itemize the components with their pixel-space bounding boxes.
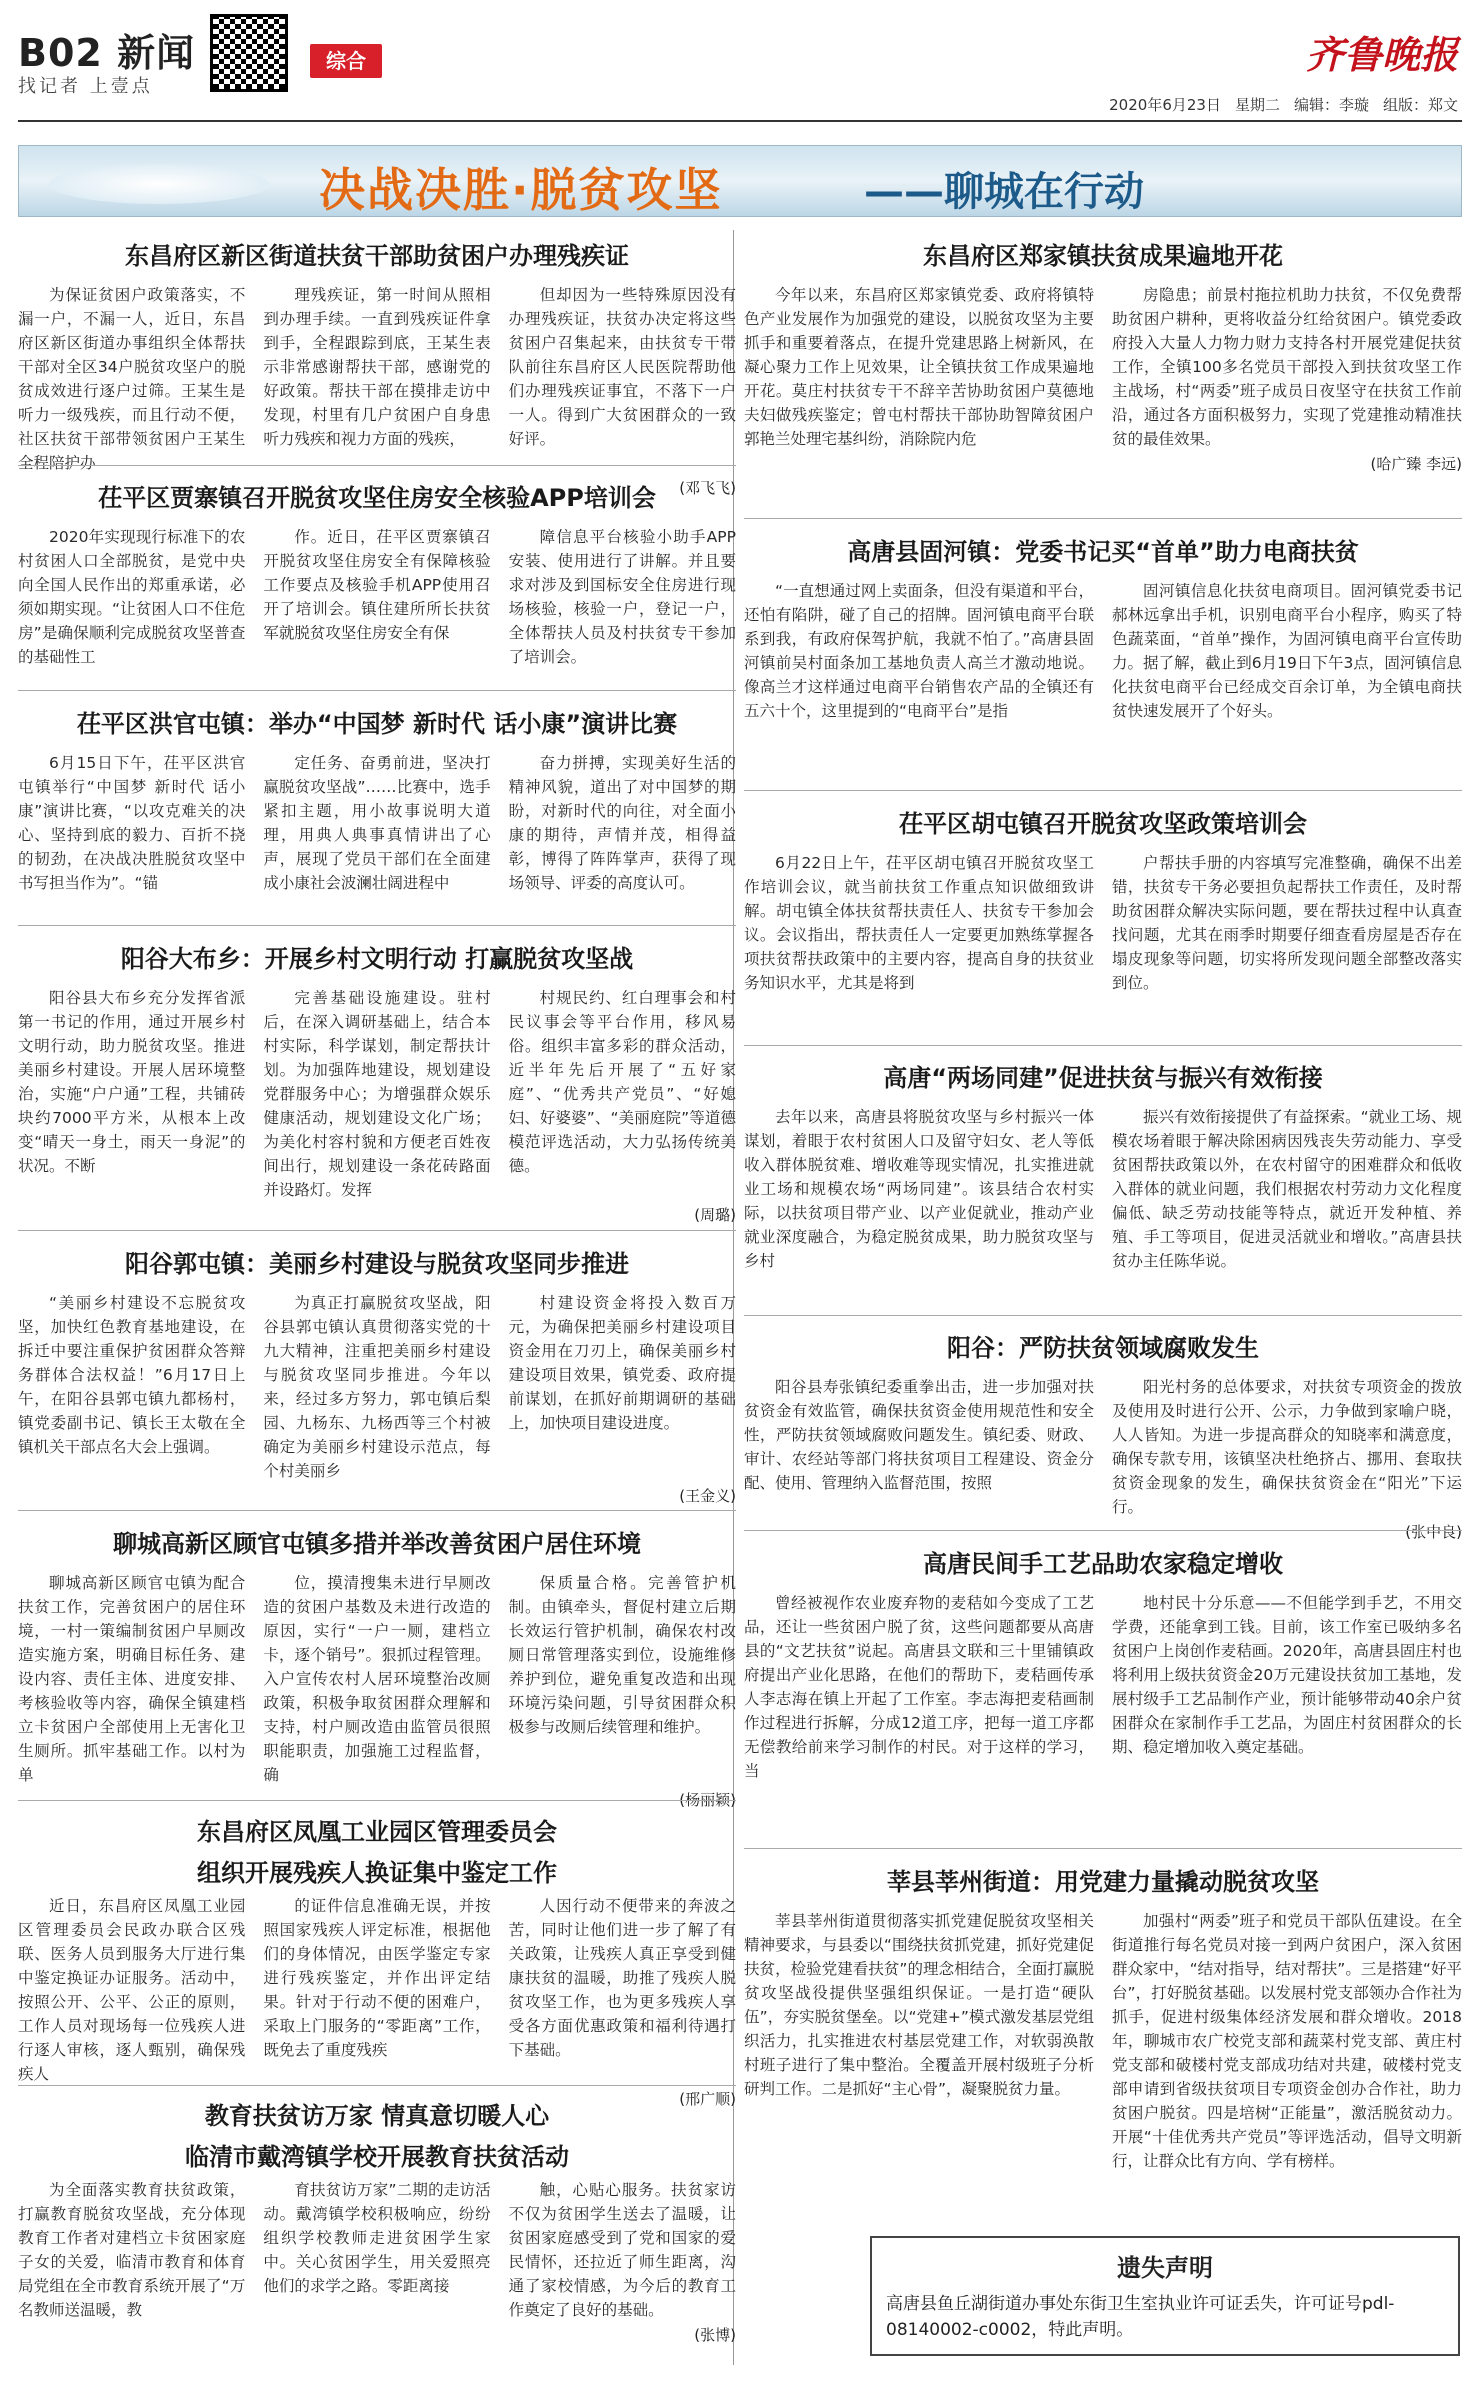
- article-text: 人因行动不便带来的奔波之苦，同时让他们进一步了解了有关政策，让残疾人真正享受到健康扶贫的温暖，助推了残疾人脱贫攻坚工作，也为更多残疾人享受各方面优惠政策和福利待遇打下基础。: [508, 1897, 736, 2059]
- qr-code-icon[interactable]: [210, 14, 288, 92]
- article: [18, 1518, 736, 1810]
- article-title: 阳谷大布乡：开展乡村文明行动 打赢脱贫攻坚战: [120, 945, 634, 973]
- masthead: [0, 0, 1480, 132]
- article-text: 理残疾证，第一时间从照相到办理手续。一直到残疾证件拿到手，全程跟踪到底，王某生表示非常感谢帮扶干部，感谢党的好政策。帮扶干部在摸排走访中发现，村里有几户贫困户自身患听力残疾和视力方面的残疾，: [263, 286, 491, 448]
- article-text: 为全面落实教育扶贫政策，打赢教育脱贫攻坚战，充分体现教育工作者对建档立卡贫困家庭子女的关爱，临清市教育和体育局党组在全市教育系统开展了“万名教师送温暖，教: [18, 2181, 246, 2319]
- article-text: 障信息平台核验小助手APP安装、使用进行了讲解。并且要求对涉及到国标安全住房进行现场核验，核验一户，登记一户，全体帮扶人员及村扶贫专干参加了培训会。: [508, 528, 736, 666]
- editor-credit: 编辑：李璇: [1293, 96, 1369, 114]
- article-title: 茌平区胡屯镇召开脱贫攻坚政策培训会: [899, 810, 1307, 838]
- byline: (邓飞飞): [679, 479, 736, 497]
- byline: (张中良): [1405, 1523, 1462, 1541]
- article-text: 振兴有效衔接提供了有益探索。“就业工场、规模农场着眼于解决除困病因残丧失劳动能力、享受贫困帮扶政策以外，在农村留守的困难群众和低收入群体的就业问题，我们根据农村劳动力文化程度偏低、缺乏劳动技能等特点，就近开发种植、养殖、手工等项目，促进灵活就业和增收。”高唐县扶贫办主任陈华说。: [1112, 1108, 1462, 1270]
- article: [18, 230, 736, 497]
- article-title: 聊城高新区顾官屯镇多措并举改善贫困户居住环境: [113, 1530, 641, 1558]
- issue-date: 2020年6月23日: [1109, 96, 1221, 114]
- article-text: 定任务、奋勇前进，坚决打赢脱贫攻坚战”……比赛中，选手紧扣主题，用小故事说明大道理，用典人典事真情讲出了心声，展现了党员干部们在全面建成小康社会波澜壮阔进程中: [263, 754, 491, 892]
- divider: [18, 1800, 736, 1801]
- article: [18, 472, 736, 669]
- article-text: 阳谷县寿张镇纪委重拳出击，进一步加强对扶贫资金有效监管，确保扶贫资金使用规范性和安全性，严防扶贫领域腐败问题发生。镇纪委、财政、审计、农经站等部门将扶贫项目工程建设、资金分配、使用、管理纳入监督范围，按照: [744, 1378, 1094, 1492]
- article-text: 触，心贴心服务。扶贫家访不仅为贫困学生送去了温暖，让贫困家庭感受到了党和国家的爱民情怀，还拉近了师生距离，沟通了家校情感，为今后的教育工作奠定了良好的基础。: [508, 2181, 736, 2319]
- article-subtitle: 组织开展残疾人换证集中鉴定工作: [197, 1859, 557, 1887]
- article-title: 茌平区洪官屯镇：举办“中国梦 新时代 话小康”演讲比赛: [76, 710, 678, 738]
- article-subtitle: 临清市戴湾镇学校开展教育扶贫活动: [185, 2143, 569, 2171]
- article: [744, 1538, 1462, 1783]
- article-text: 奋力拼搏，实现美好生活的精神风貌，道出了对中国梦的期盼，对新时代的向往，对全面小康的期待，声情并茂，相得益彰，博得了阵阵掌声，获得了现场领导、评委的高度认可。: [508, 754, 736, 892]
- paper-logo: 齐鲁晚报: [1305, 32, 1458, 77]
- article-text: 保质量合格。完善管护机制。由镇牵头，督促村建立后期长效运行管护机制，确保农村改厕日常管理落实到位，设施维修养护到位，避免重复改造和出现环境污染问题，引导贫困群众积极参与改厕后续管理和维护。: [508, 1574, 736, 1736]
- divider: [18, 925, 736, 926]
- category-tag: 综合: [310, 44, 382, 78]
- masthead-rule: [18, 120, 1462, 122]
- article-text: 聊城高新区顾官屯镇为配合扶贫工作，完善贫困户的居住环境，一村一策编制贫困户早厕改造实施方案，明确目标任务、建设内容、责任主体、进度安排、考核验收等内容，确保全镇建档立卡贫困户全部使用上无害化卫生厕所。抓牢基础工作。以村为单: [18, 1574, 246, 1784]
- article-title: 高唐“两场同建”促进扶贫与振兴有效衔接: [883, 1064, 1323, 1092]
- article-text: 阳谷县大布乡充分发挥省派第一书记的作用，通过开展乡村文明行动，助力脱贫攻坚。推进美丽乡村建设。开展人居环境整治，实施“户户通”工程，共铺砖块约7000平方米，从根本上改变“晴天一身土，雨天一身泥”的状况。不断: [18, 989, 246, 1175]
- byline: (王金义): [679, 1487, 736, 1505]
- article-title: 东昌府区郑家镇扶贫成果遍地开花: [923, 242, 1283, 270]
- article-text: 地村民十分乐意——不但能学到手艺，不用交学费，还能拿到工钱。目前，该工作室已吸纳多名贫困户上岗创作麦秸画。2020年，高唐县固庄村也将利用上级扶贫资金20万元建设扶贫加工基地，发展村级手工艺品制作产业，预计能够带动40余户贫困群众在家制作手工艺品，为固庄村贫困群众的长期、稳定增加收入奠定基础。: [1112, 1594, 1462, 1756]
- article-text: 近日，东昌府区凤凰工业园区管理委员会民政办联合区残联、医务人员到服务大厅进行集中鉴定换证办证服务。活动中，按照公开、公平、公正的原则，工作人员对现场每一位残疾人进行逐人审核，逐人甄别，确保残疾人: [18, 1897, 246, 2083]
- article: [744, 526, 1462, 723]
- article-text: 育扶贫访万家”二期的走访活动。戴湾镇学校积极响应，纷纷组织学校教师走进贫困学生家中。关心贫困学生，用关爱照亮他们的求学之路。零距离接: [263, 2181, 491, 2295]
- article-text: 6月15日下午，茌平区洪官屯镇举行“中国梦 新时代 话小康”演讲比赛，“以攻克难关的决心、坚持到底的毅力、百折不挠的韧劲，在决战决胜脱贫攻坚中书写担当作为”。“锚: [18, 754, 246, 892]
- article: [744, 1322, 1462, 1542]
- article: [744, 798, 1462, 995]
- divider: [744, 790, 1462, 791]
- article: [18, 2092, 736, 2345]
- article: [18, 698, 736, 895]
- article-text: 完善基础设施建设。驻村后，在深入调研基础上，结合本村实际，科学谋划，制定帮扶计划。为加强阵地建设，规划建设党群服务中心；为增强群众娱乐健康活动，规划建设文化广场；为美化村容村貌和方便老百姓夜间出行，规划建设一条花砖路面并设路灯。发挥: [263, 989, 491, 1199]
- article-title: 阳谷郭屯镇：美丽乡村建设与脱贫攻坚同步推进: [125, 1250, 629, 1278]
- divider: [18, 690, 736, 691]
- divider: [18, 1510, 736, 1511]
- article-text: 为保证贫困户政策落实，不漏一户，不漏一人，近日，东昌府区新区街道办事组织全体帮扶干部对全区34户脱贫攻坚户的脱贫成效进行逐户过筛。王某生是听力一级残疾，而且行动不便，社区扶贫干部带领贫困户王某生全程陪护办: [18, 286, 246, 472]
- article-text: 但却因为一些特殊原因没有办理残疾证，扶贫办决定将这些贫困户召集起来，由扶贫专干带队前往东昌府区人民医院帮助他们办理残疾证事宜，不落下一户一人。得到广大贫困群众的一致好评。: [508, 286, 736, 448]
- notice-title: 遗失声明: [1117, 2254, 1213, 2282]
- article-title: 高唐县固河镇：党委书记买“首单”助力电商扶贫: [847, 538, 1359, 566]
- article-text: 2020年实现现行标准下的农村贫困人口全部脱贫，是党中央向全国人民作出的郑重承诺，必须如期实现。“让贫困人口不住危房”是确保顺利完成脱贫攻坚普查的基础性工: [18, 528, 246, 666]
- layout-credit: 组版：郑文: [1382, 96, 1458, 114]
- byline: (邢广顺): [679, 2090, 736, 2108]
- article-text: 村规民约、红白理事会和村民议事会等平台作用，移风易俗。组织丰富多彩的群众活动，近半年先后开展了“五好家庭”、“优秀共产党员”、“好媳妇、好婆婆”、“美丽庭院”等道德模范评选活动，大力弘扬传统美德。: [508, 989, 736, 1175]
- article: [744, 230, 1462, 474]
- banner-decoration: [49, 164, 269, 204]
- article: [744, 1052, 1462, 1273]
- section-subtitle: 找记者 上壹点: [18, 76, 153, 97]
- article-text: 去年以来，高唐县将脱贫攻坚与乡村振兴一体谋划，着眼于农村贫困人口及留守妇女、老人等低收入群体脱贫难、增收难等现实情况，扎实推进就业工场和规模农场“两场同建”。该县结合农村实际，以扶贫项目带产业、以产业促就业，推动产业就业深度融合，为稳定脱贫成果，助力脱贫攻坚与乡村: [744, 1108, 1094, 1270]
- article-title: 茌平区贾寨镇召开脱贫攻坚住房安全核验APP培训会: [98, 484, 656, 512]
- article-text: 莘县莘州街道贯彻落实抓党建促脱贫攻坚相关精神要求，与县委以“围绕扶贫抓党建，抓好党建促扶贫，检验党建看扶贫”的理念相结合，全面打赢脱贫攻坚战役提供坚强组织保证。一是打造“硬队伍”，夯实脱贫堡垒。以“党建+”模式激发基层党组织活力，扎实推进农村基层党建工作，对软弱涣散村班子进行了集中整治。全覆盖开展村级班子分析研判工作。二是抓好“主心骨”，凝聚脱贫力量。: [744, 1912, 1094, 2098]
- article-text: 加强村“两委”班子和党员干部队伍建设。在全街道推行每名党员对接一到两户贫困户，深入贫困群众家中，“结对指导，结对帮扶”。三是搭建“好平台”，打好脱贫基础。以发展村党支部领办合作社为抓手，促进村级集体经济发展和群众增收。2018年，聊城市农广校党支部和蔬菜村党支部、黄庄村党支部和破楼村党支部成功结对共建，破楼村党支部申请到省级扶贫项目专项资金创办合作社，助力贫困户脱贫。四是培树“正能量”，激活脱贫动力。开展“十佳优秀共产党员”等评选活动，倡导文明新行，让群众比有方向、学有榜样。: [1112, 1912, 1462, 2170]
- article-title: 阳谷：严防扶贫领域腐败发生: [947, 1334, 1259, 1362]
- banner-main-title: 决战决胜·脱贫攻坚: [319, 163, 723, 217]
- article-title: 东昌府区凤凰工业园区管理委员会: [197, 1818, 557, 1846]
- article-text: 作。近日，茌平区贾寨镇召开脱贫攻坚住房安全有保障核验工作要点及核验手机APP使用召开了培训会。镇住建所所长扶贫军就脱贫攻坚住房安全有保: [263, 528, 491, 642]
- dateline: [1109, 94, 1458, 115]
- article: [18, 1808, 736, 2109]
- section-title: B02 新闻: [18, 31, 196, 75]
- banner-subtitle: ——聊城在行动: [864, 169, 1144, 215]
- article-text: 曾经被视作农业废弃物的麦秸如今变成了工艺品，还让一些贫困户脱了贫，这些问题都要从高唐县的“文艺扶贫”说起。高唐县文联和三十里铺镇政府提出产业化思路，在他们的帮助下，麦秸画传承人李志海在镇上开起了工作室。李志海把麦秸画制作过程进行拆解，分成12道工序，把每一道工序都无偿教给前来学习制作的村民。对于这样的学习，当: [744, 1594, 1094, 1780]
- divider: [744, 1315, 1462, 1316]
- notice-body: 高唐县鱼丘湖街道办事处东街卫生室执业许可证丢失，许可证号pdl-08140002-c0002，特此声明。: [886, 2294, 1395, 2340]
- byline: (周璐): [694, 1206, 736, 1224]
- byline: (杨丽颖): [679, 1791, 736, 1809]
- article-text: 房隐患；前景村拖拉机助力扶贫，不仅免费帮助贫困户耕种，更将收益分红给贫困户。镇党委政府投入大量人力物力财力支持各村开展党建促扶贫工作，全镇100多名党员干部投入到扶贫攻坚工作主战场，村“两委”班子成员日夜坚守在扶贫工作前沿，通过各方面积极努力，实现了党建推动精准扶贫的最佳效果。: [1112, 286, 1462, 448]
- lost-notice-box: [870, 2236, 1460, 2356]
- article: [744, 1856, 1462, 2173]
- article-text: 固河镇信息化扶贫电商项目。固河镇党委书记郝林远拿出手机，识别电商平台小程序，购买了特色蔬菜面，“首单”操作，为固河镇电商平台宣传助力。据了解，截止到6月19日下午3点，固河镇信息化扶贫电商平台已经成交百余订单，为全镇电商扶贫快速发展开了个好头。: [1112, 582, 1462, 720]
- article-text: 6月22日上午，茌平区胡屯镇召开脱贫攻坚工作培训会议，就当前扶贫工作重点知识做细致讲解。胡屯镇全体扶贫帮扶责任人、扶贫专干参加会议。会议指出，帮扶责任人一定要更加熟练掌握各项扶贫帮扶政策中的主要内容，提高自身的扶贫业务知识水平，尤其是将到: [744, 854, 1094, 992]
- article-text: “一直想通过网上卖面条，但没有渠道和平台，还怕有陷阱，碰了自己的招牌。固河镇电商平台联系到我，有政府保驾护航，我就不怕了。”高唐县固河镇前吴村面条加工基地负责人高兰才激动地说。像高兰才这样通过电商平台销售农产品的全镇还有五六十个，这里提到的“电商平台”是指: [744, 582, 1094, 720]
- divider: [744, 1045, 1462, 1046]
- divider: [744, 1848, 1462, 1849]
- article-title: 东昌府区新区街道扶贫干部助贫困户办理残疾证: [125, 242, 629, 270]
- article-title: 教育扶贫访万家 情真意切暖人心: [204, 2102, 550, 2130]
- article: [18, 1238, 736, 1506]
- issue-weekday: 星期二: [1234, 96, 1280, 114]
- byline: (哈广臻 李远): [1370, 455, 1462, 473]
- article-text: 村建设资金将投入数百万元，为确保把美丽乡村建设项目资金用在刀刃上，确保美丽乡村建设项目效果，镇党委、政府提前谋划，在抓好前期调研的基础上，加快项目建设进度。: [508, 1294, 736, 1432]
- article-title: 莘县莘州街道：用党建力量撬动脱贫攻坚: [887, 1868, 1319, 1896]
- divider: [18, 1230, 736, 1231]
- article-text: 为真正打赢脱贫攻坚战，阳谷县郭屯镇认真贯彻落实党的十九大精神，注重把美丽乡村建设与脱贫攻坚同步推进。今年以来，经过多方努力，郭屯镇后梨园、九杨东、九杨西等三个村被确定为美丽乡村建设示范点，每个村美丽乡: [263, 1294, 491, 1480]
- topic-banner: [18, 145, 1462, 217]
- article-text: 阳光村务的总体要求，对扶贫专项资金的拨放及使用及时进行公开、公示，力争做到家喻户晓，人人皆知。为进一步提高群众的知晓率和满意度，确保专款专用，该镇坚决杜绝挤占、挪用、套取扶贫资金现象的发生，确保扶贫资金在“阳光”下运行。: [1112, 1378, 1462, 1516]
- article-text: “美丽乡村建设不忘脱贫攻坚，加快红色教育基地建设，在拆迁中要注重保护贫困群众答辩务群体合法权益！”6月17日上午，在阳谷县郭屯镇九都杨村，镇党委副书记、镇长王太敬在全镇机关干部点名大会上强调。: [18, 1294, 246, 1456]
- article-text: 位，摸清搜集未进行早厕改造的贫困户基数及未进行改造的原因，实行“一户一厕，建档立卡，逐个销号”。狠抓过程管理。入户宣传农村人居环境整治改厕政策，积极争取贫困群众理解和支持，村户厕改造由监管员很照职能职责，加强施工过程监督，确: [263, 1574, 491, 1784]
- divider: [18, 2085, 736, 2086]
- divider: [18, 465, 736, 466]
- divider: [744, 1530, 1462, 1531]
- byline: (张博): [694, 2326, 736, 2344]
- article-text: 的证件信息准确无误，并按照国家残疾人评定标准，根据他们的身体情况，由医学鉴定专家进行残疾鉴定，并作出评定结果。针对于行动不便的困难户，采取上门服务的“零距离”工作，既免去了重度残疾: [263, 1897, 491, 2059]
- article-title: 高唐民间手工艺品助农家稳定增收: [923, 1550, 1283, 1578]
- article-text: 今年以来，东昌府区郑家镇党委、政府将镇特色产业发展作为加强党的建设，以脱贫攻坚为主要抓手和重要着落点，在提升党建思路上树新风，在凝心聚力工作上见效果，让全镇扶贫工作成果遍地开花。莫庄村扶贫专干不辞辛苦协助贫困户莫德地夫妇做残疾鉴定；曾屯村帮扶干部协助智障贫困户郭艳兰处理宅基纠纷，消除院内危: [744, 286, 1094, 448]
- article: [18, 933, 736, 1225]
- divider: [744, 518, 1462, 519]
- article-text: 户帮扶手册的内容填写完准整确，确保不出差错，扶贫专干务必要担负起帮扶工作责任，及时帮助贫困群众解决实际问题，要在帮扶过程中认真查找问题，尤其在雨季时期要仔细查看房屋是否存在塌皮现象等问题，切实将所发现问题全部整改落实到位。: [1112, 854, 1462, 992]
